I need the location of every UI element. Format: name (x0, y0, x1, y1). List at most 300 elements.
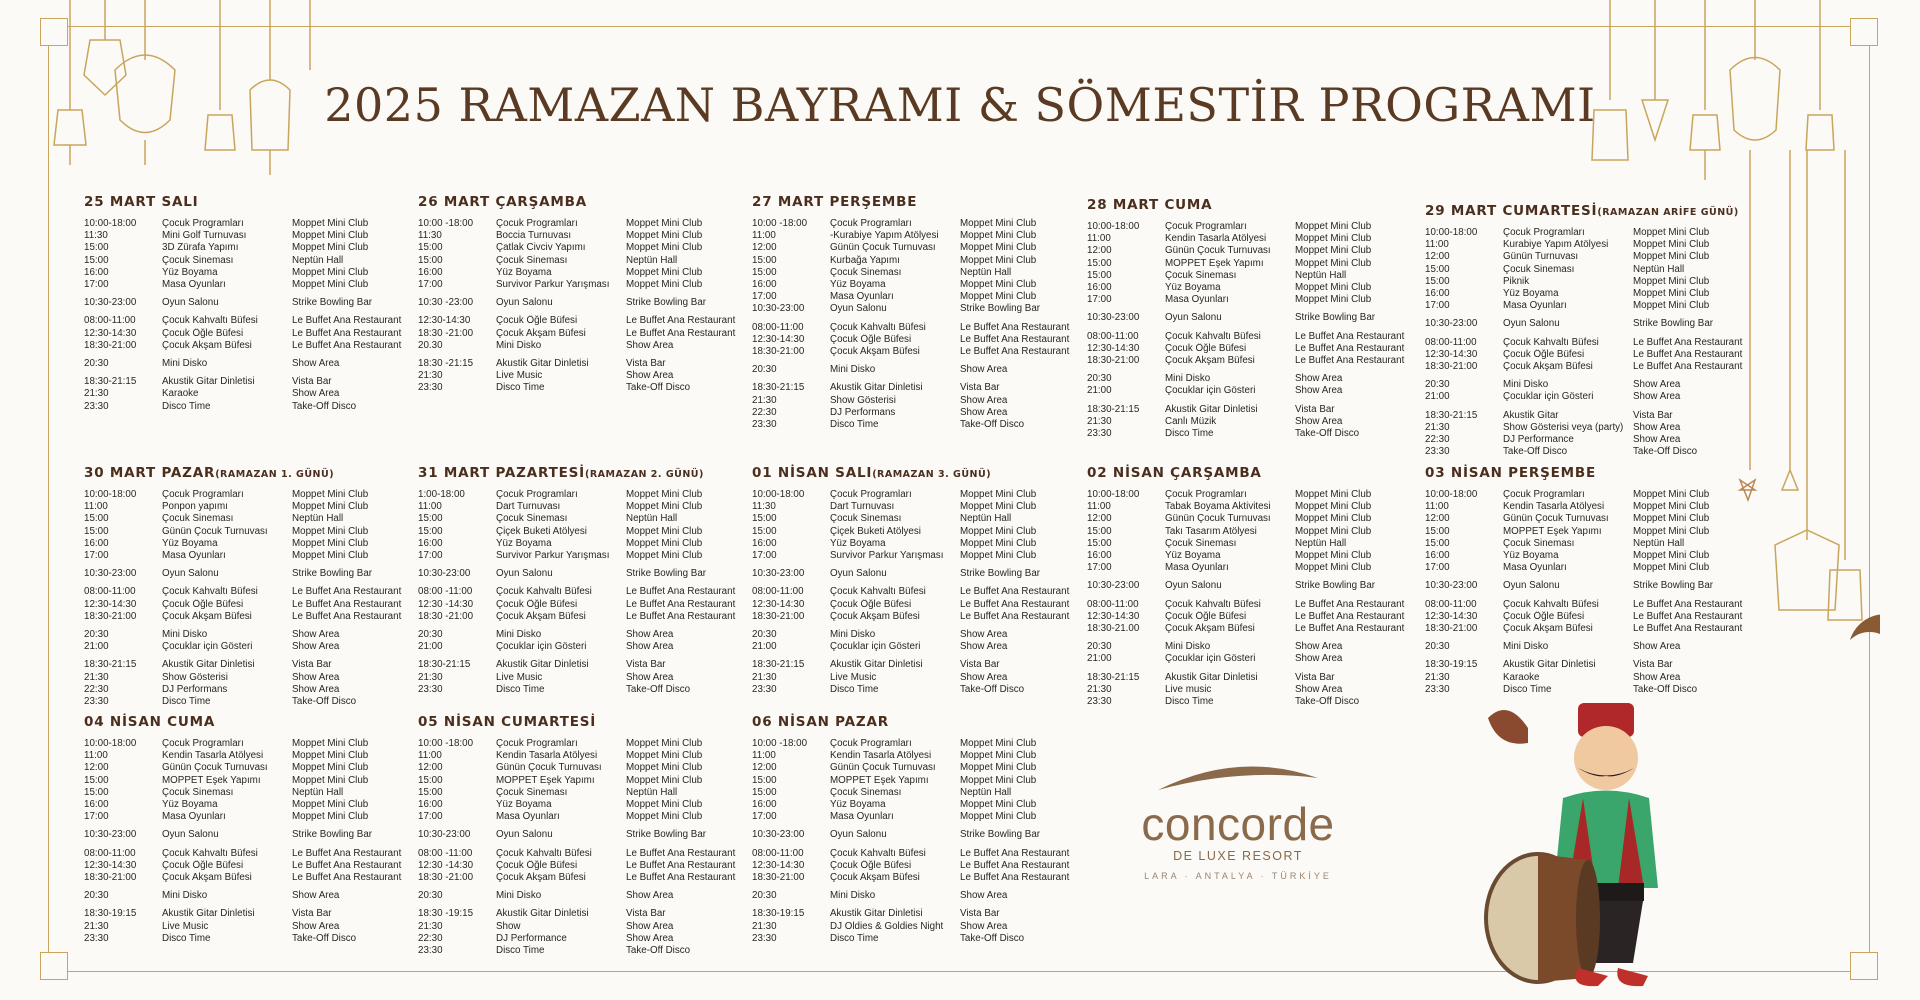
activity-venue: Le Buffet Ana Restaurant (292, 598, 402, 610)
activity-venue: Moppet Mini Club (1633, 300, 1710, 312)
activity-row (418, 489, 748, 501)
activity-row (1087, 270, 1417, 282)
activity-row (1087, 282, 1417, 294)
activity-time: 15:00 (84, 254, 109, 266)
activity-row (1087, 501, 1417, 513)
activity-time: 18:30-21:15 (84, 376, 137, 388)
activity-name: Oyun Salonu (1165, 312, 1222, 324)
activity-group (1087, 221, 1417, 306)
activity-venue: Le Buffet Ana Restaurant (960, 610, 1070, 622)
activity-name: Çocuk Öğle Büfesi (830, 598, 912, 610)
activity-time: 23:30 (418, 382, 443, 394)
activity-name: Akustik Gitar Dinletisi (496, 358, 589, 370)
activity-venue: Vista Bar (1295, 671, 1335, 683)
activity-time: 17:00 (1087, 294, 1112, 306)
activity-row (418, 538, 748, 550)
activity-name: Kendin Tasarla Atölyesi (496, 750, 598, 762)
activity-group (752, 890, 1082, 902)
activity-name: Çocuk Sineması (1165, 269, 1237, 281)
activity-name: Yüz Boyama (830, 537, 886, 549)
activity-row (752, 230, 1082, 242)
activity-venue: Moppet Mini Club (960, 254, 1037, 266)
activity-name: Masa Oyunları (1165, 294, 1229, 306)
activity-venue: Moppet Mini Club (626, 550, 703, 562)
activity-name: DJ Oldies & Goldies Night (830, 920, 944, 932)
activity-venue: Le Buffet Ana Restaurant (960, 321, 1070, 333)
activity-venue: Le Buffet Ana Restaurant (292, 327, 402, 339)
activity-time: 21:30 (84, 388, 109, 400)
activity-name: Yüz Boyama (162, 266, 218, 278)
activity-venue: Moppet Mini Club (1633, 288, 1710, 300)
activity-name: Disco Time (1165, 696, 1214, 708)
activity-name: Akustik Gitar Dinletisi (162, 908, 255, 920)
activity-row (752, 419, 1082, 431)
activity-row (1425, 623, 1755, 635)
activity-row (1087, 294, 1417, 306)
activity-venue: Neptün Hall (626, 254, 678, 266)
activity-name: Tabak Boyama Aktivitesi (1165, 501, 1271, 513)
activity-name: Oyun Salonu (162, 297, 219, 309)
activity-name: Çocuk Programları (1165, 221, 1247, 232)
logo-location: LARA · ANTALYA · TÜRKİYE (1144, 871, 1332, 881)
activity-row (1425, 264, 1755, 276)
activity-group (418, 297, 748, 309)
activity-venue: Moppet Mini Club (292, 525, 369, 537)
activity-row (1087, 526, 1417, 538)
activity-group (752, 568, 1082, 580)
activity-time: 18:30-21:00 (84, 872, 137, 884)
activity-name: Take-Off Disco (1503, 446, 1568, 458)
activity-venue: Moppet Mini Club (292, 230, 369, 242)
activity-row (84, 501, 414, 513)
activity-time: 15:00 (1087, 525, 1112, 537)
activity-name: Oyun Salonu (162, 568, 219, 580)
activity-time: 21:00 (418, 641, 443, 653)
activity-venue: Strike Bowling Bar (292, 568, 373, 580)
activity-venue: Show Area (1633, 391, 1681, 403)
activity-group (418, 829, 748, 841)
activity-name: Oyun Salonu (496, 568, 553, 580)
activity-time: 12:00 (84, 762, 109, 774)
activity-group (752, 908, 1082, 945)
day-heading (84, 194, 414, 210)
activity-name: Mini Disko (1165, 373, 1211, 385)
activity-row (418, 829, 748, 841)
activity-time: 23:30 (1425, 446, 1450, 458)
activity-group (84, 586, 414, 623)
activity-time: 20:30 (418, 890, 443, 902)
activity-name: Live Music (496, 671, 543, 683)
activity-row (1087, 599, 1417, 611)
activity-venue: Le Buffet Ana Restaurant (1633, 361, 1743, 373)
activity-name: Live Music (162, 920, 209, 932)
activity-row (84, 568, 414, 580)
activity-time: 21:30 (752, 920, 777, 932)
activity-venue: Moppet Mini Club (626, 242, 703, 254)
logo-wordmark: concorde (1141, 798, 1335, 850)
activity-row (752, 684, 1082, 696)
activity-venue: Moppet Mini Club (960, 537, 1037, 549)
activity-row (418, 568, 748, 580)
activity-time: 21:30 (84, 671, 109, 683)
activity-row (752, 407, 1082, 419)
activity-venue: Moppet Mini Club (292, 218, 369, 229)
day-schedule (84, 194, 414, 419)
activity-time: 17:00 (418, 279, 443, 291)
activity-venue: Take-Off Disco (960, 683, 1025, 695)
activity-venue: Moppet Mini Club (960, 774, 1037, 786)
activity-time: 15:00 (1425, 525, 1450, 537)
activity-venue: Moppet Mini Club (1633, 227, 1710, 238)
activity-venue: Moppet Mini Club (1633, 562, 1710, 574)
activity-time: 23:30 (752, 683, 777, 695)
day-subtitle: (RAMAZAN 1. GÜNÜ) (215, 469, 335, 480)
activity-name: Çocuk Sineması (496, 254, 568, 266)
activity-row (84, 611, 414, 623)
activity-time: 21:00 (1087, 385, 1112, 397)
activity-row (418, 811, 748, 823)
activity-time: 11:00 (418, 750, 442, 762)
activity-venue: Moppet Mini Club (626, 525, 703, 537)
activity-row (1425, 227, 1755, 239)
activity-group (84, 297, 414, 309)
activity-row (418, 672, 748, 684)
activity-venue: Take-Off Disco (1633, 446, 1698, 458)
day-heading (418, 194, 748, 210)
day-heading (84, 714, 414, 730)
activity-group (1087, 672, 1417, 709)
activity-time: 08:00-11:00 (1087, 330, 1139, 342)
activity-venue: Take-Off Disco (626, 945, 691, 957)
activity-name: Live Music (496, 370, 543, 382)
activity-venue: Moppet Mini Club (1295, 513, 1372, 525)
activity-row (418, 513, 748, 525)
activity-venue: Moppet Mini Club (292, 501, 369, 513)
activity-venue: Moppet Mini Club (292, 750, 369, 762)
activity-time: 15:00 (418, 774, 443, 786)
activity-group (418, 358, 748, 395)
activity-row (752, 659, 1082, 671)
activity-venue: Moppet Mini Club (626, 799, 703, 811)
activity-name: Yüz Boyama (496, 799, 552, 811)
activity-row (1425, 611, 1755, 623)
activity-name: DJ Performans (162, 683, 228, 695)
activity-name: Çocuk Akşam Büfesi (1503, 623, 1593, 635)
activity-row (1425, 318, 1755, 330)
activity-time: 23:30 (1087, 696, 1112, 708)
activity-venue: Moppet Mini Club (292, 489, 369, 500)
activity-row (1087, 258, 1417, 270)
activity-venue: Show Area (292, 920, 340, 932)
activity-venue: Show Area (292, 629, 340, 641)
activity-row (752, 672, 1082, 684)
activity-time: 12:30-14:30 (1087, 610, 1140, 622)
activity-row (418, 267, 748, 279)
activity-venue: Vista Bar (960, 659, 1000, 671)
border-corner-ornament (40, 952, 68, 980)
activity-row (418, 738, 748, 750)
activity-name: Çocuk Sineması (162, 513, 234, 525)
activity-venue: Strike Bowling Bar (960, 829, 1041, 841)
day-heading (752, 714, 1082, 730)
activity-venue: Le Buffet Ana Restaurant (960, 346, 1070, 358)
activity-time: 20:30 (84, 890, 109, 902)
activity-row (84, 328, 414, 340)
activity-venue: Show Area (626, 890, 674, 902)
activity-time: 10:00 -18:00 (752, 218, 808, 229)
day-title: 02 NİSAN ÇARŞAMBA (1087, 465, 1262, 481)
activity-row (84, 297, 414, 309)
activity-time: 21:30 (1087, 683, 1112, 695)
activity-row (752, 255, 1082, 267)
activity-group (418, 568, 748, 580)
activity-row (1425, 434, 1755, 446)
activity-venue: Le Buffet Ana Restaurant (1295, 342, 1405, 354)
activity-time: 18:30-21:15 (1087, 671, 1140, 683)
activity-time: 15:00 (1425, 275, 1450, 287)
activity-venue: Strike Bowling Bar (626, 568, 707, 580)
activity-venue: Strike Bowling Bar (960, 568, 1041, 580)
activity-row (752, 799, 1082, 811)
day-heading (1087, 197, 1417, 213)
activity-row (1425, 300, 1755, 312)
activity-row (752, 908, 1082, 920)
activity-time: 17:00 (84, 811, 109, 823)
activity-time: 18:30-19:15 (84, 908, 137, 920)
activity-venue: Moppet Mini Club (1295, 257, 1372, 269)
day-subtitle: (RAMAZAN 2. GÜNÜ) (584, 469, 704, 480)
activity-time: 18:30-21.00 (1087, 623, 1140, 635)
activity-group (1425, 489, 1755, 574)
activity-row (418, 526, 748, 538)
activity-row (1087, 312, 1417, 324)
activity-row (418, 279, 748, 291)
activity-name: Masa Oyunları (830, 291, 894, 303)
activity-group (1087, 489, 1417, 574)
activity-row (752, 550, 1082, 562)
activity-venue: Moppet Mini Club (1295, 233, 1372, 245)
activity-row (418, 218, 748, 230)
day-title: 03 NİSAN PERŞEMBE (1425, 465, 1596, 481)
activity-time: 11:30 (84, 230, 108, 242)
activity-time: 12:30 -14:30 (418, 859, 474, 871)
activity-name: Mini Disko (496, 339, 542, 351)
page-title: 2025 RAMAZAN BAYRAMI & SÖMESTİR PROGRAMI (324, 78, 1596, 132)
activity-group (84, 218, 414, 291)
activity-venue: Moppet Mini Club (960, 501, 1037, 513)
activity-row (84, 908, 414, 920)
activity-venue: Moppet Mini Club (626, 774, 703, 786)
activity-venue: Take-Off Disco (1295, 428, 1360, 440)
activity-venue: Moppet Mini Club (960, 738, 1037, 749)
activity-row (1087, 684, 1417, 696)
activity-row (1087, 331, 1417, 343)
day-schedule (752, 714, 1082, 951)
activity-row (1087, 416, 1417, 428)
activity-time: 12:00 (1425, 251, 1450, 263)
activity-row (752, 346, 1082, 358)
activity-row (1087, 221, 1417, 233)
activity-time: 12:30-14:30 (1425, 348, 1478, 360)
activity-venue: Moppet Mini Club (626, 738, 703, 749)
activity-time: 20:30 (752, 629, 777, 641)
activity-time: 20:30 (752, 890, 777, 902)
activity-row (752, 921, 1082, 933)
activity-name: Yüz Boyama (1503, 288, 1559, 300)
activity-venue: Le Buffet Ana Restaurant (1295, 330, 1405, 342)
activity-row (418, 255, 748, 267)
day-heading (1425, 465, 1755, 481)
activity-row (418, 358, 748, 370)
activity-row (1425, 410, 1755, 422)
activity-venue: Moppet Mini Club (960, 811, 1037, 823)
activity-row (752, 848, 1082, 860)
activity-time: 10:30-23:00 (1087, 312, 1140, 324)
activity-name: Kendin Tasarla Atölyesi (1165, 233, 1267, 245)
activity-venue: Moppet Mini Club (960, 525, 1037, 537)
activity-row (84, 787, 414, 799)
activity-row (418, 762, 748, 774)
activity-time: 17:00 (1087, 562, 1112, 574)
day-schedule (84, 714, 414, 951)
activity-name: Çocuk Kahvaltı Büfesi (830, 321, 926, 333)
activity-venue: Moppet Mini Club (1295, 489, 1372, 500)
day-title: 30 MART PAZAR (84, 465, 216, 481)
activity-name: MOPPET Eşek Yapımı (496, 774, 595, 786)
activity-name: Çocuklar için Gösteri (1165, 653, 1256, 665)
activity-row (1425, 251, 1755, 263)
activity-time: 15:00 (418, 242, 443, 254)
activity-time: 18:30-19:15 (1425, 659, 1478, 671)
activity-venue: Le Buffet Ana Restaurant (626, 872, 736, 884)
activity-venue: Strike Bowling Bar (960, 303, 1041, 315)
activity-time: 15:00 (752, 525, 777, 537)
activity-name: MOPPET Eşek Yapımı (1503, 525, 1602, 537)
activity-name: MOPPET Eşek Yapımı (162, 774, 261, 786)
activity-row (418, 933, 748, 945)
activity-time: 21:30 (752, 394, 777, 406)
activity-row (1087, 233, 1417, 245)
activity-name: DJ Performance (496, 932, 567, 944)
activity-venue: Moppet Mini Club (626, 230, 703, 242)
activity-group (418, 908, 748, 957)
activity-time: 20:30 (752, 364, 777, 376)
activity-group (1425, 337, 1755, 374)
activity-name: Mini Golf Turnuvası (162, 230, 247, 242)
activity-time: 20:30 (1425, 379, 1450, 391)
activity-time: 08:00 -11:00 (418, 847, 473, 859)
activity-time: 18:30 -21:00 (418, 872, 474, 884)
activity-row (418, 599, 748, 611)
activity-venue: Show Area (960, 364, 1008, 376)
activity-venue: Moppet Mini Club (626, 501, 703, 513)
activity-venue: Le Buffet Ana Restaurant (626, 315, 736, 327)
drummer-mascot-illustration (1468, 688, 1708, 988)
activity-row (752, 513, 1082, 525)
activity-venue: Show Area (626, 629, 674, 641)
activity-time: 1:00-18:00 (418, 489, 465, 500)
activity-row (1087, 428, 1417, 440)
activity-name: Masa Oyunları (1503, 300, 1567, 312)
activity-time: 18:30-19:15 (752, 908, 805, 920)
activity-name: Oyun Salonu (496, 829, 553, 841)
activity-time: 08:00-11:00 (1425, 336, 1477, 348)
activity-row (1425, 562, 1755, 574)
activity-name: Çocuk Kahvaltı Büfesi (1165, 330, 1261, 342)
activity-venue: Show Area (292, 388, 340, 400)
activity-row (1425, 391, 1755, 403)
activity-time: 12:00 (752, 242, 777, 254)
activity-venue: Moppet Mini Club (960, 279, 1037, 291)
activity-time: 12:30-14:30 (418, 315, 471, 327)
activity-venue: Show Area (626, 932, 674, 944)
activity-row (752, 829, 1082, 841)
activity-time: 23:30 (418, 683, 443, 695)
activity-venue: Le Buffet Ana Restaurant (626, 327, 736, 339)
activity-row (752, 218, 1082, 230)
activity-name: Kurbağa Yapımı (830, 254, 900, 266)
activity-time: 08:00-11:00 (84, 847, 136, 859)
activity-name: Günün Çocuk Turnuvası (496, 762, 602, 774)
day-title: 01 NİSAN SALI (752, 465, 873, 481)
activity-time: 23:30 (752, 419, 777, 431)
activity-name: Akustik Gitar Dinletisi (830, 908, 923, 920)
activity-row (752, 933, 1082, 945)
activity-name: Yüz Boyama (162, 537, 218, 549)
activity-name: Oyun Salonu (830, 829, 887, 841)
activity-venue: Take-Off Disco (292, 932, 357, 944)
activity-name: Disco Time (496, 945, 545, 957)
activity-venue: Moppet Mini Club (960, 799, 1037, 811)
activity-time: 20:30 (84, 629, 109, 641)
activity-name: Mini Disko (830, 890, 876, 902)
activity-venue: Show Area (292, 890, 340, 902)
activity-row (752, 538, 1082, 550)
activity-name: Kendin Tasarla Atölyesi (1503, 501, 1605, 513)
activity-group (1087, 599, 1417, 636)
activity-group (752, 489, 1082, 562)
activity-name: Çocuk Öğle Büfesi (830, 333, 912, 345)
activity-time: 12:30 -14:30 (418, 598, 474, 610)
activity-time: 16:00 (84, 537, 109, 549)
activity-venue: Neptün Hall (626, 786, 678, 798)
activity-time: 17:00 (752, 811, 777, 823)
activity-row (418, 611, 748, 623)
activity-name: Show Gösterisi veya (party) (1503, 421, 1624, 433)
activity-name: Live Music (830, 671, 877, 683)
activity-row (752, 641, 1082, 653)
activity-time: 16:00 (1425, 288, 1450, 300)
activity-time: 11:00 (1425, 239, 1449, 251)
activity-group (418, 659, 748, 696)
activity-name: Masa Oyunları (1165, 562, 1229, 574)
activity-name: Çocuk Akşam Büfesi (1165, 623, 1255, 635)
activity-name: Günün Çocuk Turnuvası (830, 242, 936, 254)
activity-name: Masa Oyunları (830, 811, 894, 823)
activity-venue: Le Buffet Ana Restaurant (1295, 598, 1405, 610)
activity-group (1087, 373, 1417, 397)
activity-row (84, 848, 414, 860)
activity-venue: Moppet Mini Club (292, 738, 369, 749)
activity-time: 11:30 (418, 230, 442, 242)
activity-row (1425, 599, 1755, 611)
activity-name: Masa Oyunları (162, 550, 226, 562)
activity-row (84, 513, 414, 525)
activity-row (1425, 672, 1755, 684)
activity-name: Oyun Salonu (496, 297, 553, 309)
activity-name: Disco Time (830, 683, 879, 695)
activity-row (84, 629, 414, 641)
